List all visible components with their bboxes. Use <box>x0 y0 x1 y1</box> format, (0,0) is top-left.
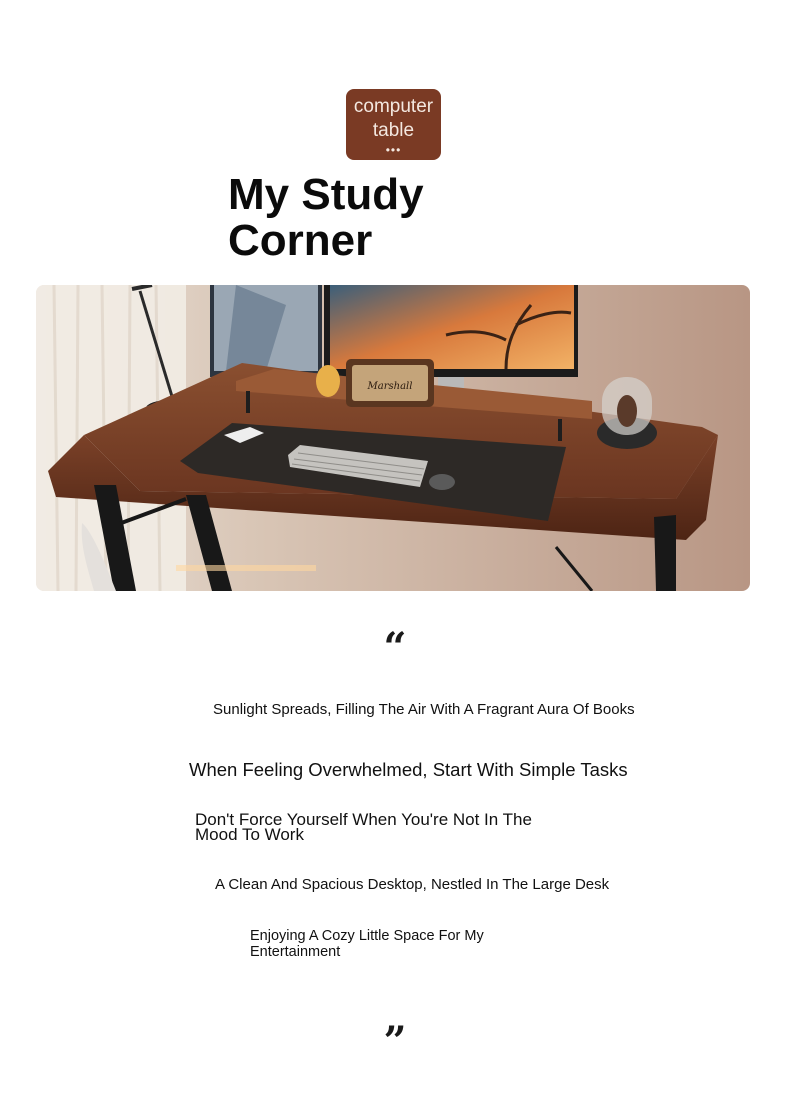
quote-line-2: When Feeling Overwhelmed, Start With Simple Tasks <box>189 759 628 780</box>
category-badge <box>346 89 441 160</box>
desk-photo <box>36 285 750 591</box>
open-quote-mark: “ <box>383 624 407 671</box>
badge-dots: ••• <box>385 143 402 157</box>
page-title: My Study Corner <box>228 170 424 265</box>
quote-line-5: Enjoying A Cozy Little Space For My Entertainment <box>250 928 484 960</box>
quote-line-4: A Clean And Spacious Desktop, Nestled In The Large Desk <box>215 876 610 893</box>
speaker-brand: Marshall <box>367 381 413 392</box>
badge-line-1: computer <box>353 96 434 117</box>
close-quote-mark: ” <box>383 1018 407 1065</box>
desk-illustration <box>36 285 750 591</box>
quote-line-1: Sunlight Spreads, Filling The Air With A Fragrant Aura Of Books <box>213 701 635 718</box>
quote-line-3: Don't Force Yourself When You're Not In The Mood To Work <box>195 810 532 844</box>
badge-line-2: table <box>372 120 415 141</box>
